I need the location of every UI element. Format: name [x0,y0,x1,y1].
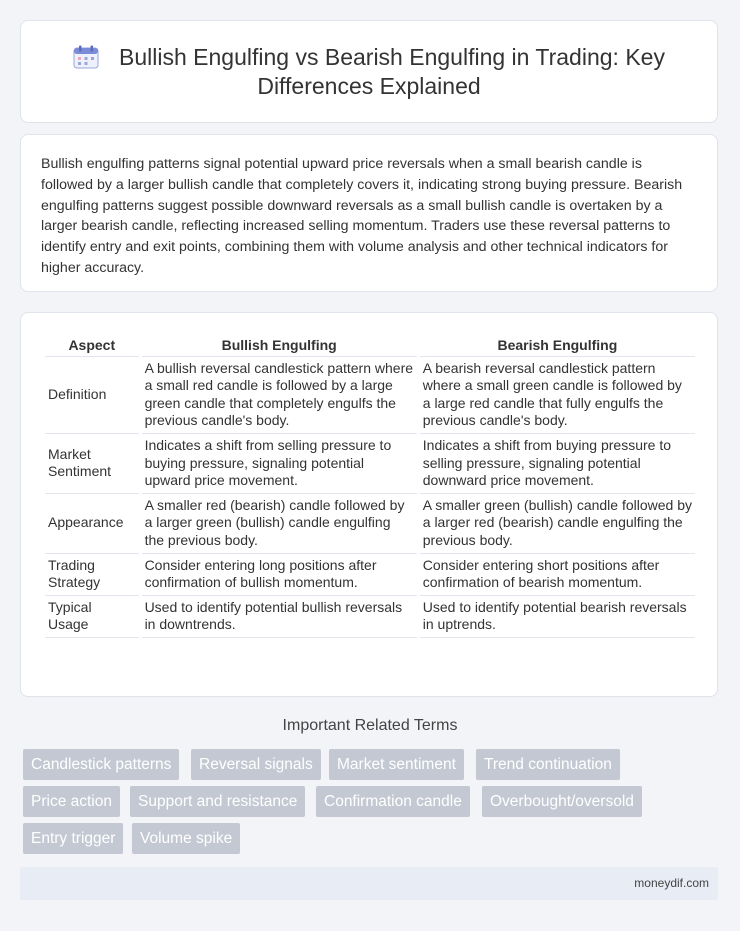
table-header-row [45,335,695,357]
summary-text: Bullish engulfing patterns signal potential upward price reversals when a small bearish candle is followed by a larger bullish candle that completely covers it, indicating strong buying pressure. Bearish engulfing patterns suggest possible downward reversals as a small bullish candle is overtaken by a larger bearish candle, reflecting increased selling momentum. Traders use these reversal patterns to identify entry and exit points, combining them with volume analysis and other technical indicators for higher accuracy. [41,156,683,276]
tag-trend-continuation[interactable]: Trend continuation [476,749,620,780]
row-bearish: A bearish reversal candlestick pattern where a small green candle is followed by a large red candle that fully engulfs the previous candle's body. [420,357,695,434]
calendar-icon [73,45,99,69]
table-row [45,434,695,494]
table-row [45,554,695,596]
tag-entry-trigger[interactable]: Entry trigger [23,823,123,854]
title-line-2: Differences Explained [257,73,481,99]
row-aspect: Typical Usage [45,596,139,638]
page-title [21,43,717,101]
row-bearish: Consider entering short positions after confirmation of bearish momentum. [420,554,695,596]
summary-card [20,134,718,292]
header-aspect: Aspect [45,335,139,357]
row-aspect: Market Sentiment [45,434,139,494]
comparison-card [20,312,718,697]
row-bullish: A smaller red (bearish) candle followed by a larger green (bullish) candle engulfing the previous body. [142,494,417,554]
header-bullish: Bullish Engulfing [142,335,417,357]
row-aspect: Trading Strategy [45,554,139,596]
related-terms-title: Important Related Terms [282,717,458,734]
row-aspect: Definition [45,357,139,434]
row-bullish: Consider entering long positions after confirmation of bullish momentum. [142,554,417,596]
table-row [45,494,695,554]
row-aspect: Appearance [45,494,139,554]
tag-reversal-signals[interactable]: Reversal signals [191,749,321,780]
row-bearish: Indicates a shift from buying pressure to selling pressure, signaling potential downward price movement. [420,434,695,494]
title-card [20,20,718,123]
table-row [45,357,695,434]
tag-confirmation-candle[interactable]: Confirmation candle [316,786,470,817]
comparison-table [42,335,698,638]
title-line-1: Bullish Engulfing vs Bearish Engulfing in Trading: Key [119,44,665,70]
tag-price-action[interactable]: Price action [23,786,120,817]
header-bearish: Bearish Engulfing [420,335,695,357]
tag-candlestick-patterns[interactable]: Candlestick patterns [23,749,179,780]
row-bullish: Used to identify potential bullish reversals in downtrends. [142,596,417,638]
footer [20,867,718,900]
tag-volume-spike[interactable]: Volume spike [132,823,240,854]
row-bearish: A smaller green (bullish) candle followed by a larger red (bearish) candle engulfing the previous body. [420,494,695,554]
row-bullish: A bullish reversal candlestick pattern where a small red candle is followed by a large green candle that completely engulfs the previous candle's body. [142,357,417,434]
tag-overbought-oversold[interactable]: Overbought/oversold [482,786,642,817]
tag-market-sentiment[interactable]: Market sentiment [329,749,464,780]
table-row [45,596,695,638]
tag-support-and-resistance[interactable]: Support and resistance [130,786,305,817]
row-bullish: Indicates a shift from selling pressure to buying pressure, signaling potential upward price movement. [142,434,417,494]
footer-site[interactable]: moneydif.com [634,876,709,890]
row-bearish: Used to identify potential bearish reversals in uptrends. [420,596,695,638]
